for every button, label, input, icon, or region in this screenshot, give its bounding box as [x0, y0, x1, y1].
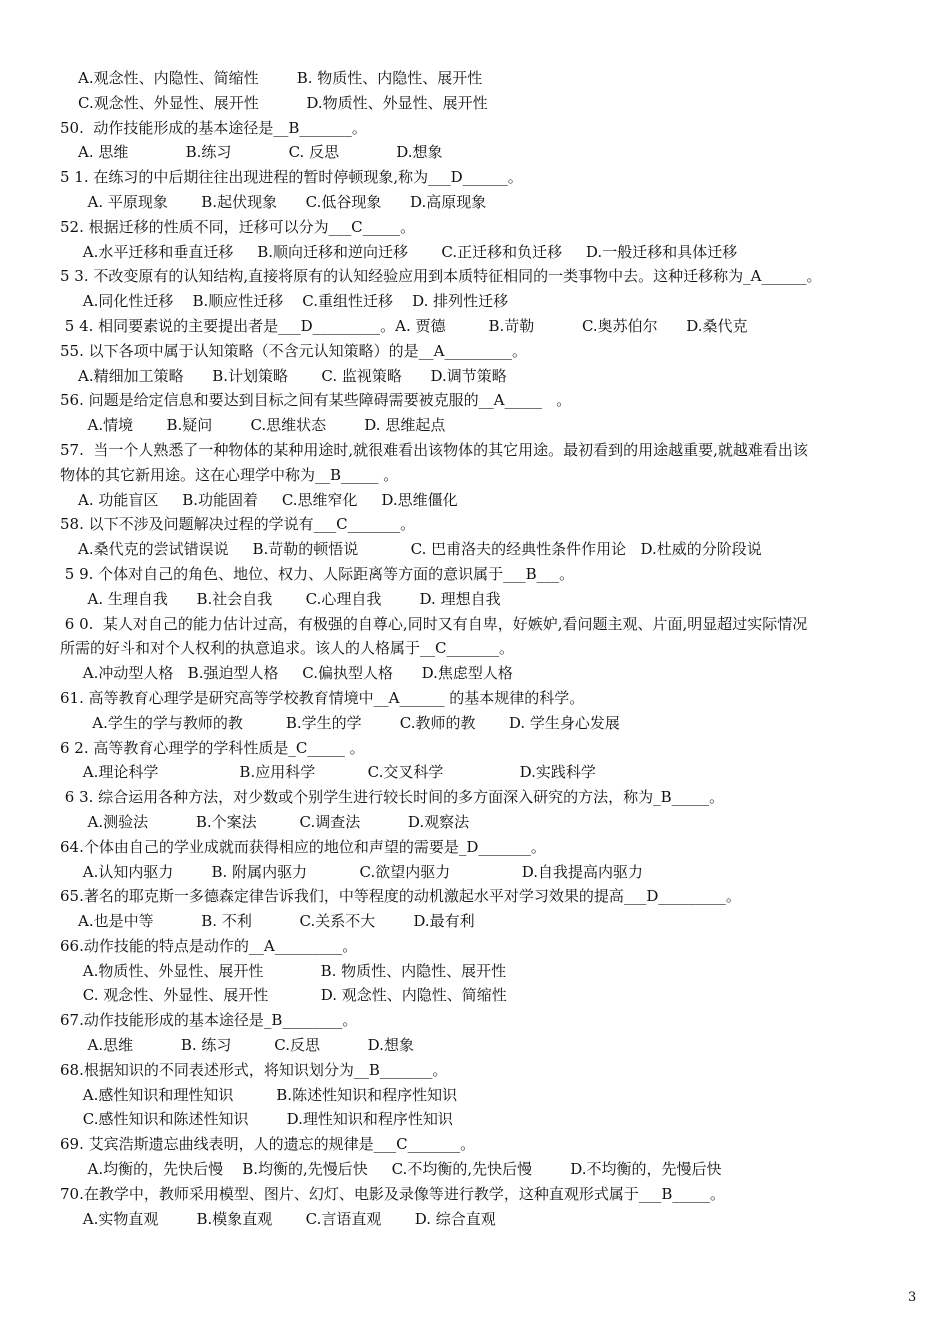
- option-line: A.观念性、内隐性、简缩性 B. 物质性、内隐性、展开性: [78, 69, 483, 87]
- question-line: 5 1. 在练习的中后期往往出现进程的暂时停顿现象,称为___D______。: [60, 168, 523, 187]
- option-line: A.情境 B.疑问 C.思维状态 D. 思维起点: [78, 416, 446, 435]
- option-line: A.测验法 B.个案法 C.调查法 D.观察法: [78, 812, 470, 831]
- option-line: A. 思维 B.练习 C. 反思 D.想象: [78, 143, 443, 162]
- question-line: 6 0. 某人对自己的能力估计过高，有极强的自尊心,同时又有自卑，好嫉妒,看问题主观、片面,明显超过实际情况: [60, 614, 808, 633]
- option-line: A.实物直观 B.模象直观 C.言语直观 D. 综合直观: [78, 1209, 496, 1228]
- question-list: [0, 66, 950, 1231]
- option-line: A.桑代克的尝试错误说 B.苛勒的顿悟说 C. 巴甫洛夫的经典性条件作用论 D.杜威的分阶段说: [78, 540, 762, 559]
- question-line: 70.在教学中，教师采用模型、图片、幻灯、电影及录像等进行教学，这种直观形式属于___B_____。: [60, 1184, 725, 1203]
- option-line: A.精细加工策略 B.计划策略 C. 监视策略 D.调节策略: [78, 366, 507, 385]
- question-line: 52. 根据迁移的性质不同，迁移可以分为___C_____。: [60, 217, 416, 236]
- option-line: A.学生的学与教师的教 B.学生的学 C.教师的教 D. 学生身心发展: [78, 713, 620, 732]
- page-number: 3: [908, 1290, 917, 1305]
- question-line: 68.根据知识的不同表述形式，将知识划分为__B_______。: [60, 1060, 448, 1079]
- question-continuation: 所需的好斗和对个人权利的执意追求。该人的人格属于__C_______。: [60, 639, 514, 658]
- option-line: A.理论科学 B.应用科学 C.交叉科学 D.实践科学: [78, 763, 596, 782]
- question-line: 58. 以下不涉及问题解决过程的学说有___C_______。: [60, 515, 416, 534]
- option-line: A. 平原现象 B.起伏现象 C.低谷现象 D.高原现象: [78, 192, 487, 211]
- question-line: 56. 问题是给定信息和要达到目标之间有某些障碍需要被克服的__A_____ 。: [60, 391, 572, 410]
- question-line: 5 3. 不改变原有的认知结构,直接将原有的认知经验应用到本质特征相同的一类事物中去。这种迁移称为_A______。: [60, 267, 822, 286]
- question-line: 57. 当一个人熟悉了一种物体的某种用途时,就很难看出该物体的其它用途。最初看到的用途越重要,就越难看出该: [60, 440, 808, 459]
- option-line: A.思维 B. 练习 C.反思 D.想象: [78, 1036, 414, 1055]
- option-line: A. 功能盲区 B.功能固着 C.思维窄化 D.思维僵化: [78, 490, 458, 509]
- option-line: A.均衡的，先快后慢 B.均衡的,先慢后快 C.不均衡的,先快后慢 D.不均衡的，先慢后快: [78, 1160, 722, 1179]
- option-line: C. 观念性、外显性、展开性 D. 观念性、内隐性、简缩性: [78, 986, 507, 1005]
- question-line: 6 3. 综合运用各种方法，对少数或个别学生进行较长时间的多方面深入研究的方法，称为_B_____。: [60, 788, 725, 807]
- question-line: 50. 动作技能形成的基本途径是__B_______。: [60, 118, 367, 137]
- option-line: A.感性知识和理性知识 B.陈述性知识和程序性知识: [78, 1085, 458, 1104]
- question-line: 69. 艾宾浩斯遗忘曲线表明，人的遗忘的规律是___C_______。: [60, 1135, 476, 1154]
- question-line: 61. 高等教育心理学是研究高等学校教育情境中__A______ 的基本规律的科学。: [60, 688, 585, 707]
- question-line: 5 9. 个体对自己的角色、地位、权力、人际距离等方面的意识属于___B___。: [60, 564, 575, 583]
- option-line: A.冲动型人格 B.强迫型人格 C.偏执型人格 D.焦虑型人格: [78, 664, 513, 683]
- question-continuation: 物体的其它新用途。这在心理学中称为__B_____ 。: [60, 465, 399, 484]
- question-line: 55. 以下各项中属于认知策略（不含元认知策略）的是__A_________。: [60, 341, 527, 360]
- option-line: A.物质性、外显性、展开性 B. 物质性、内隐性、展开性: [78, 961, 507, 980]
- question-line: 67.动作技能形成的基本途径是_B________。: [60, 1011, 358, 1030]
- option-line: A.水平迁移和垂直迁移 B.顺向迁移和逆向迁移 C.正迁移和负迁移 D.一般迁移和具体迁移: [78, 242, 738, 261]
- option-line: A.也是中等 B. 不利 C.关系不大 D.最有利: [78, 912, 475, 931]
- option-line: A. 生理自我 B.社会自我 C.心理自我 D. 理想自我: [78, 589, 501, 608]
- option-line: A.认知内驱力 B. 附属内驱力 C.欲望内驱力 D.自我提高内驱力: [78, 862, 644, 881]
- option-line: C.感性知识和陈述性知识 D.理性知识和程序性知识: [78, 1110, 453, 1129]
- option-line: C.观念性、外显性、展开性 D.物质性、外显性、展开性: [78, 93, 488, 112]
- question-line: 65.著名的耶克斯一多德森定律告诉我们，中等程度的动机激起水平对学习效果的提高___D_________。: [60, 887, 741, 906]
- option-line: A.同化性迁移 B.顺应性迁移 C.重组性迁移 D. 排列性迁移: [78, 292, 509, 311]
- question-line: 66.动作技能的特点是动作的__A_________。: [60, 936, 358, 955]
- question-line: 5 4. 相同要素说的主要提出者是___D_________。A. 贾德 B.苛勒 C.奥苏伯尔 D.桑代克: [60, 316, 748, 335]
- question-line: 64.个体由自己的学业成就而获得相应的地位和声望的需要是_D_______。: [60, 837, 546, 856]
- question-line: 6 2. 高等教育心理学的学科性质是_C_____ 。: [60, 738, 365, 757]
